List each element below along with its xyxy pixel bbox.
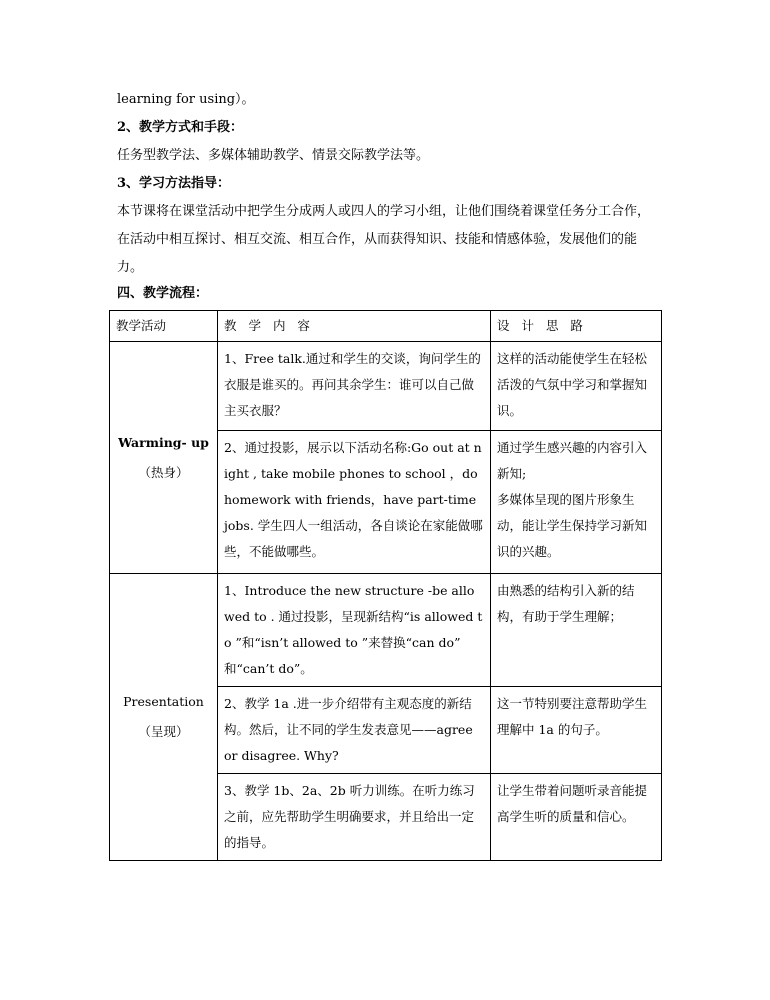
section2-text: 任务型教学法、多媒体辅助教学、情景交际教学法等。	[117, 148, 430, 163]
stage-warming-up	[110, 342, 218, 574]
content-cell: 2、通过投影，展示以下活动名称:Go out at night , take mobile phones to school ，do homework with friends，have part-time jobs. 学生四人一组活动，各自谈论在家能做哪些，不能做哪些。	[218, 431, 491, 574]
intro-carry-line: learning for using）。	[117, 92, 255, 107]
design-cell: 这一节特别要注意帮助学生理解中 1a 的句子。	[491, 687, 662, 774]
design-line: 通过学生感兴趣的内容引入新知;	[497, 440, 648, 481]
header-activity: 教学活动	[110, 311, 218, 342]
stage-name: Presentation	[123, 694, 204, 709]
content-cell: 2、教学 1a .进一步介绍带有主观态度的新结构。然后，让不同的学生发表意见——agree or disagree. Why?	[218, 687, 491, 774]
section3-text: 本节课将在课堂活动中把学生分成两人或四人的学习小组，让他们围绕着课堂任务分工合作，在活动中相互探讨、相互交流、相互合作，从而获得知识、技能和情感体验，发展他们的能力。	[117, 204, 651, 275]
content-cell: 1、Introduce the new structure -be allowed to . 通过投影，呈现新结构“is allowed to ”和“isn’t allowed to ”来替换“can do” 和“can’t do”。	[218, 574, 491, 687]
design-cell: 这样的活动能使学生在轻松活泼的气氛中学习和掌握知识。	[491, 342, 662, 431]
stage-name: Warming- up	[118, 434, 209, 450]
design-cell	[491, 431, 662, 574]
header-content: 教 学 内 容	[218, 311, 491, 342]
section4-heading: 四、教学流程：	[117, 286, 209, 301]
table-header-row	[110, 311, 662, 342]
header-design: 设 计 思 路	[491, 311, 662, 342]
section2-heading: 2、教学方式和手段：	[117, 120, 244, 135]
stage-presentation	[110, 574, 218, 861]
content-cell: 3、教学 1b、2a、2b 听力训练。在听力练习之前，应先帮助学生明确要求，并且给出一定的指导。	[218, 774, 491, 861]
content-cell: 1、Free talk.通过和学生的交谈，询问学生的衣服是谁买的。再问其余学生：谁可以自己做主买衣服？	[218, 342, 491, 431]
design-line: 多媒体呈现的图片形象生动，能让学生保持学习新知识的兴趣。	[497, 492, 648, 559]
design-cell: 由熟悉的结构引入新的结构，有助于学生理解；	[491, 574, 662, 687]
table-row	[110, 574, 662, 687]
stage-sub: （热身）	[138, 464, 189, 480]
table-row	[110, 342, 662, 431]
teaching-flow-table	[109, 310, 662, 861]
design-cell: 让学生带着问题听录音能提高学生听的质量和信心。	[491, 774, 662, 861]
stage-sub: （呈现）	[138, 724, 189, 739]
section3-heading: 3、学习方法指导：	[117, 176, 231, 191]
